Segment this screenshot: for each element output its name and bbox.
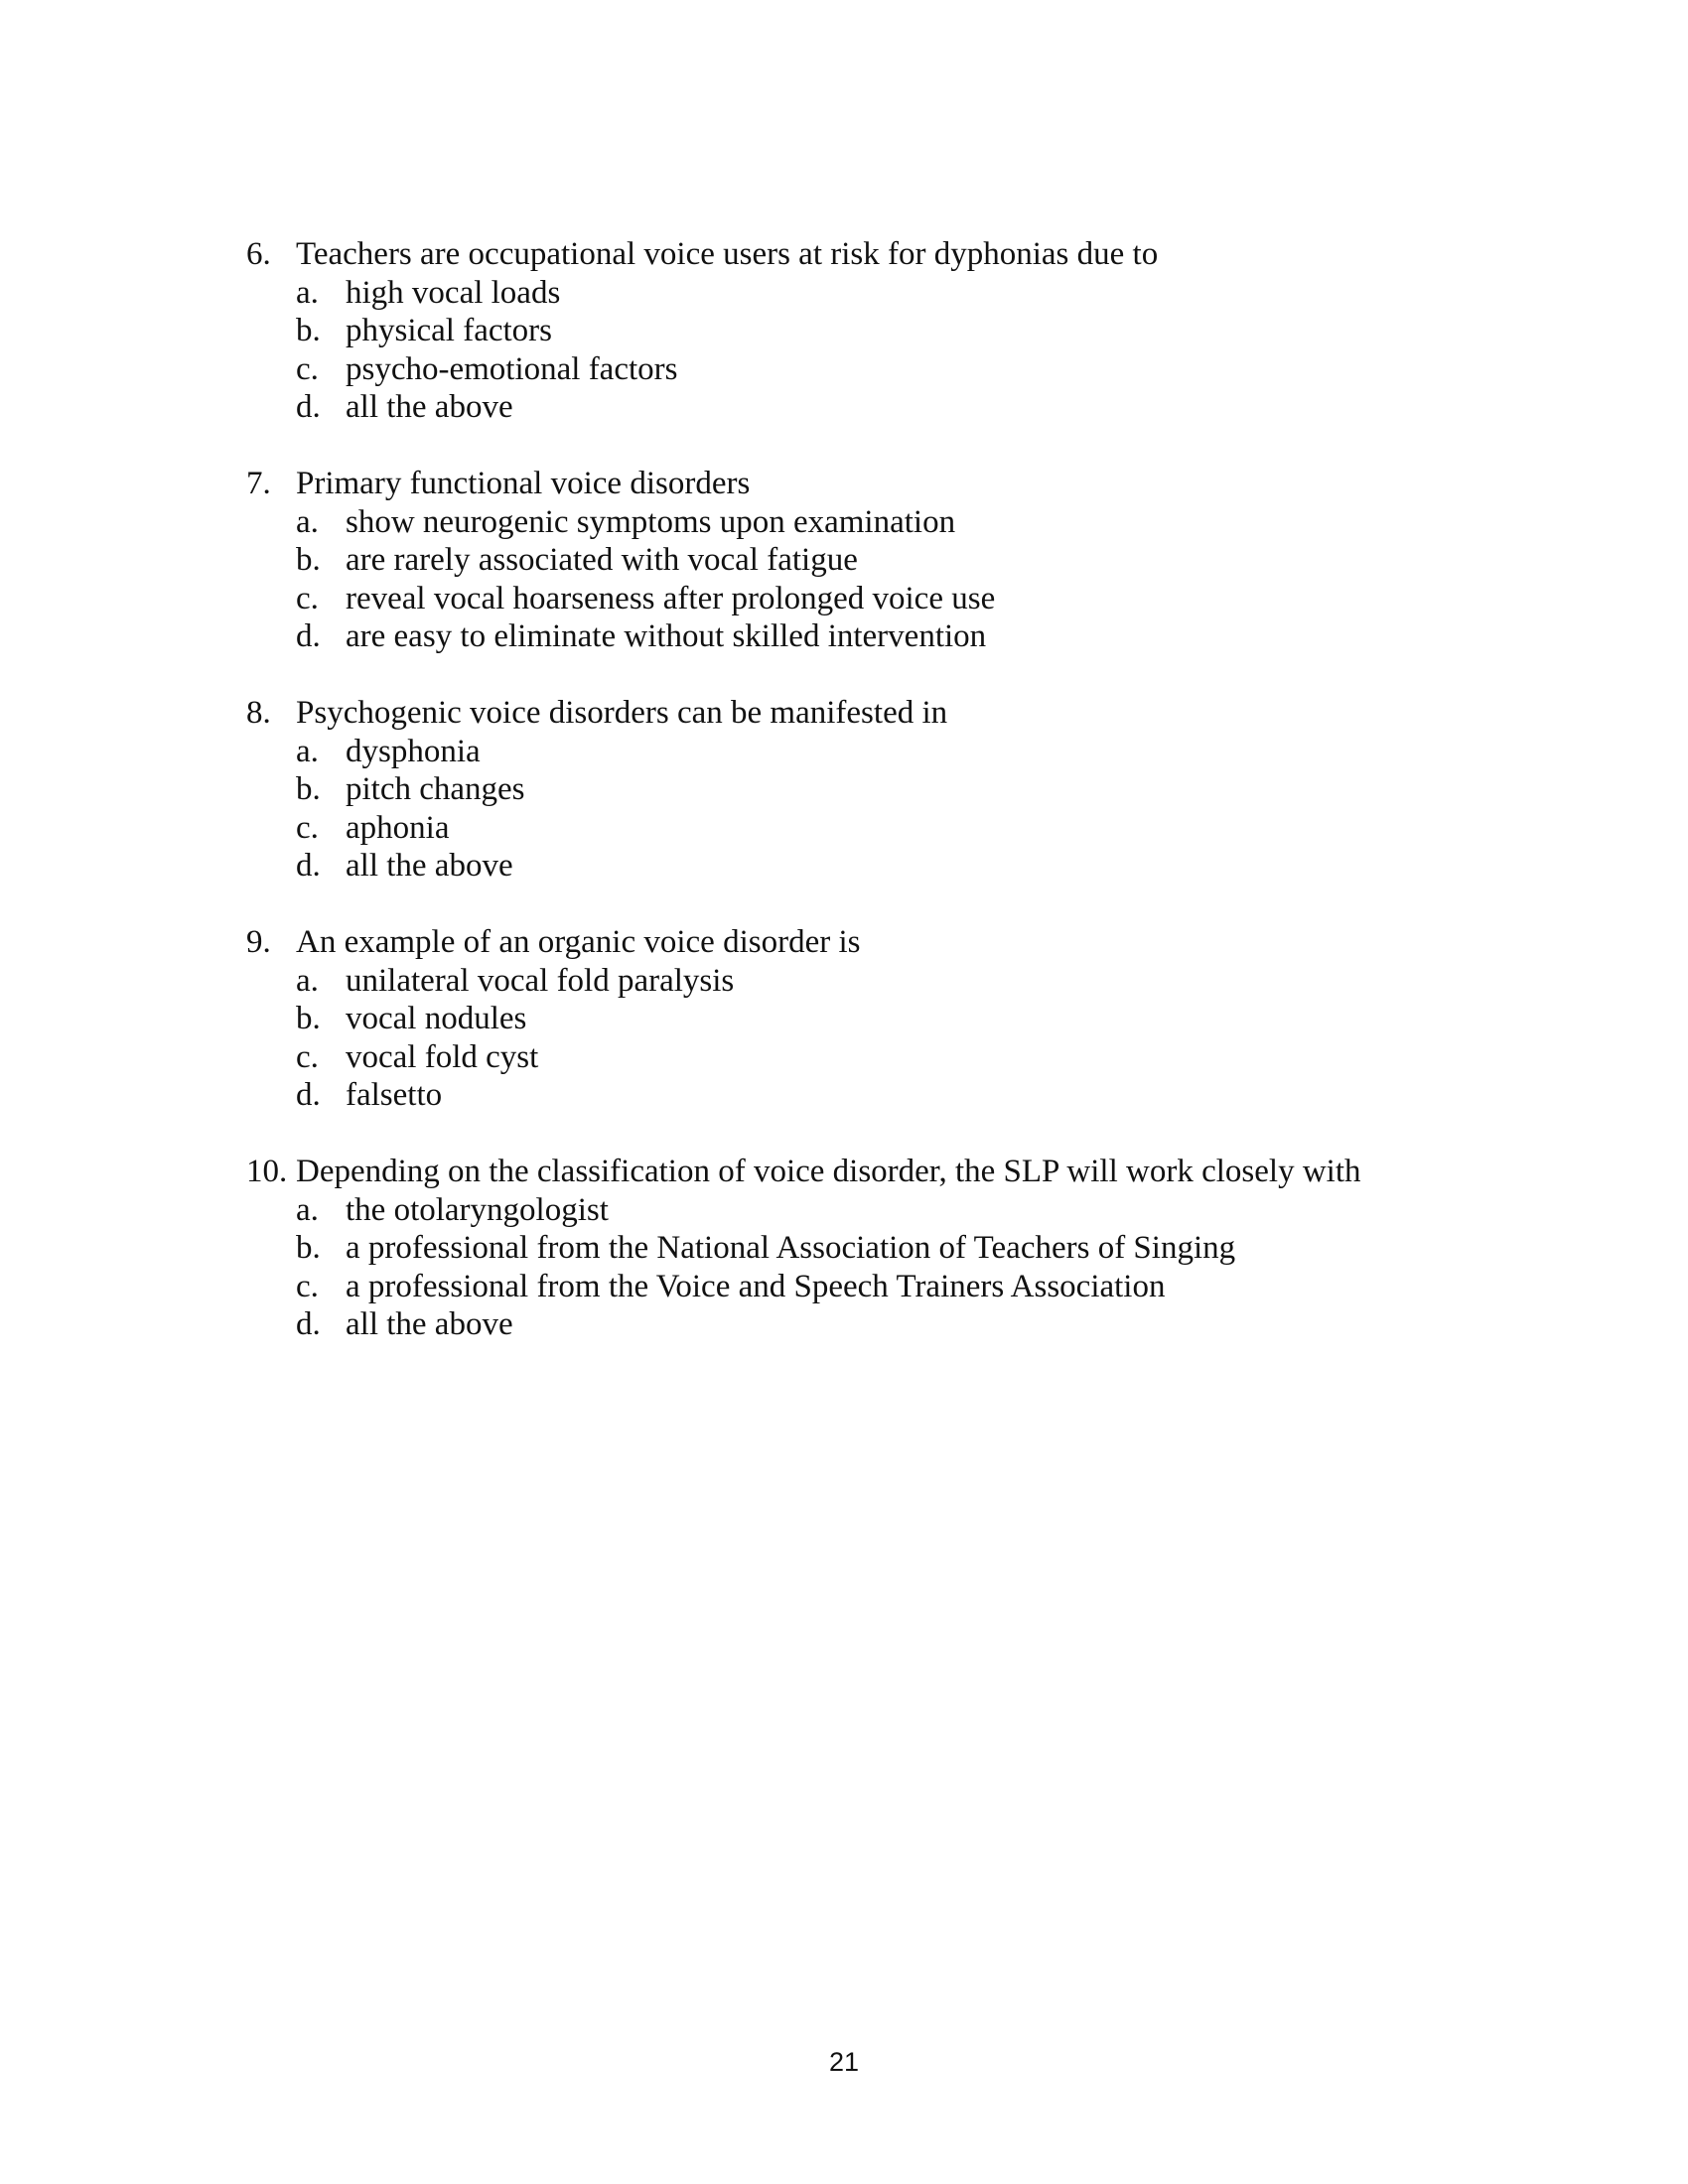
option-c bbox=[246, 1038, 1487, 1077]
option-c bbox=[246, 580, 1487, 618]
option-text: vocal fold cyst bbox=[346, 1038, 539, 1075]
option-letter: d. bbox=[296, 1077, 321, 1113]
option-letter: b. bbox=[296, 542, 321, 578]
option-a bbox=[246, 1191, 1487, 1230]
option-letter: c. bbox=[296, 350, 319, 387]
option-d bbox=[246, 847, 1487, 886]
option-text: all the above bbox=[346, 389, 513, 425]
question-stem bbox=[246, 694, 1487, 733]
option-list bbox=[246, 503, 1487, 656]
option-d bbox=[246, 1076, 1487, 1115]
option-text: high vocal loads bbox=[346, 274, 561, 311]
option-text: the otolaryngologist bbox=[346, 1191, 609, 1228]
option-text: all the above bbox=[346, 848, 513, 884]
question-8 bbox=[246, 694, 1487, 886]
option-c bbox=[246, 350, 1487, 389]
option-text: dysphonia bbox=[346, 733, 481, 769]
option-letter: a. bbox=[296, 503, 319, 540]
option-text: pitch changes bbox=[346, 771, 525, 807]
option-b bbox=[246, 1000, 1487, 1038]
option-letter: a. bbox=[296, 733, 319, 769]
option-d bbox=[246, 1305, 1487, 1344]
option-letter: b. bbox=[296, 771, 321, 807]
option-letter: a. bbox=[296, 274, 319, 311]
option-text: falsetto bbox=[346, 1077, 443, 1113]
page-number: 21 bbox=[828, 2047, 860, 2077]
question-number: 6. bbox=[246, 236, 271, 272]
question-7 bbox=[246, 465, 1487, 656]
question-9 bbox=[246, 923, 1487, 1115]
question-10 bbox=[246, 1153, 1487, 1344]
question-text: Depending on the classification of voice disorder, the SLP will work closely with bbox=[296, 1154, 1361, 1189]
question-number: 10. bbox=[246, 1154, 288, 1189]
option-text: psycho-emotional factors bbox=[346, 350, 678, 387]
question-stem bbox=[246, 1153, 1487, 1191]
option-list bbox=[246, 1191, 1487, 1344]
question-number: 7. bbox=[246, 466, 271, 501]
option-text: unilateral vocal fold paralysis bbox=[346, 962, 735, 999]
option-text: a professional from the Voice and Speech Trainers Association bbox=[346, 1268, 1166, 1304]
question-stem bbox=[246, 235, 1487, 274]
option-text: are rarely associated with vocal fatigue bbox=[346, 542, 858, 578]
option-d bbox=[246, 388, 1487, 427]
option-letter: c. bbox=[296, 1038, 319, 1075]
option-text: aphonia bbox=[346, 809, 450, 846]
option-text: vocal nodules bbox=[346, 1001, 527, 1036]
option-b bbox=[246, 1229, 1487, 1268]
question-text: An example of an organic voice disorder is bbox=[296, 924, 861, 960]
option-d bbox=[246, 617, 1487, 656]
option-letter: a. bbox=[296, 1191, 319, 1228]
question-text: Primary functional voice disorders bbox=[296, 466, 751, 501]
option-letter: d. bbox=[296, 618, 321, 654]
question-stem bbox=[246, 923, 1487, 962]
option-letter: a. bbox=[296, 962, 319, 999]
option-text: reveal vocal hoarseness after prolonged voice use bbox=[346, 580, 996, 616]
option-letter: d. bbox=[296, 848, 321, 884]
option-letter: c. bbox=[296, 580, 319, 616]
option-letter: b. bbox=[296, 313, 321, 348]
option-letter: c. bbox=[296, 809, 319, 846]
question-number: 8. bbox=[246, 695, 271, 731]
option-a bbox=[246, 962, 1487, 1001]
question-stem bbox=[246, 465, 1487, 503]
option-a bbox=[246, 274, 1487, 313]
option-list bbox=[246, 274, 1487, 427]
option-a bbox=[246, 503, 1487, 542]
question-list bbox=[246, 235, 1487, 1382]
option-c bbox=[246, 809, 1487, 848]
option-b bbox=[246, 312, 1487, 350]
option-c bbox=[246, 1268, 1487, 1306]
option-letter: d. bbox=[296, 1306, 321, 1342]
option-letter: d. bbox=[296, 389, 321, 425]
option-letter: c. bbox=[296, 1268, 319, 1304]
option-b bbox=[246, 541, 1487, 580]
question-number: 9. bbox=[246, 924, 271, 960]
option-a bbox=[246, 733, 1487, 771]
option-letter: b. bbox=[296, 1001, 321, 1036]
option-list bbox=[246, 733, 1487, 886]
option-text: all the above bbox=[346, 1306, 513, 1342]
option-text: physical factors bbox=[346, 313, 553, 348]
option-text: a professional from the National Association of Teachers of Singing bbox=[346, 1230, 1236, 1266]
question-text: Teachers are occupational voice users at risk for dyphonias due to bbox=[296, 236, 1159, 272]
option-text: are easy to eliminate without skilled intervention bbox=[346, 618, 987, 654]
question-6 bbox=[246, 235, 1487, 427]
question-text: Psychogenic voice disorders can be manifested in bbox=[296, 695, 948, 731]
option-b bbox=[246, 770, 1487, 809]
option-list bbox=[246, 962, 1487, 1115]
option-text: show neurogenic symptoms upon examination bbox=[346, 503, 956, 540]
option-letter: b. bbox=[296, 1230, 321, 1266]
